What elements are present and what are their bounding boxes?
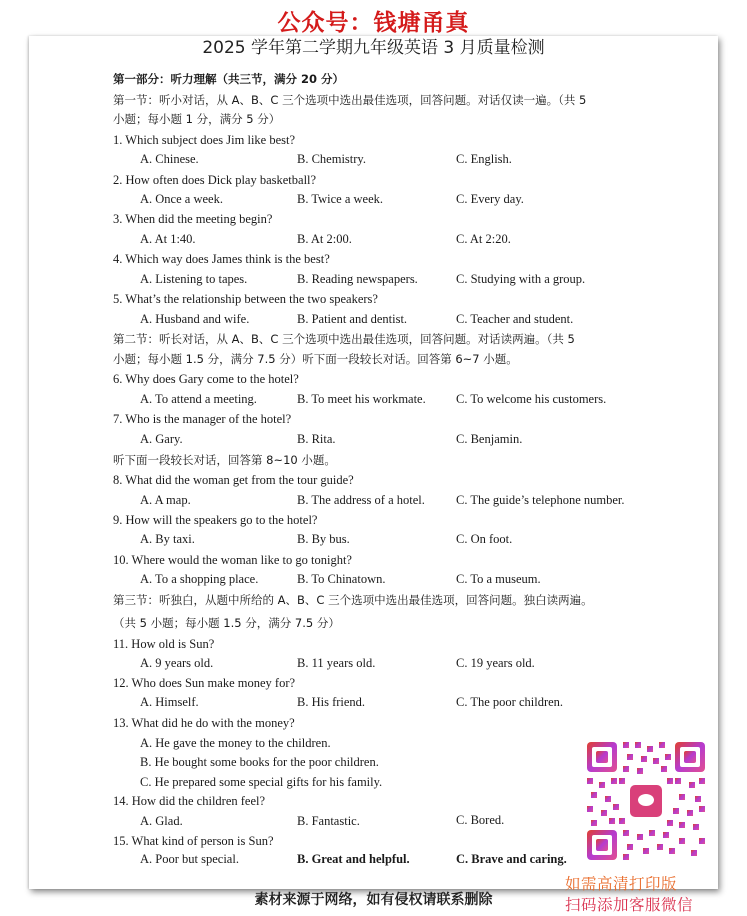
q3-option-a: A. At 1:40. — [140, 232, 196, 246]
section2-instructions-1: 第二节：听长对话，从 A、B、C 三个选项中选出最佳选项，回答问题。对话读两遍。（共 5 — [113, 332, 575, 346]
q7-option-a: A. Gary. — [140, 432, 183, 446]
q2-option-c: C. Every day. — [456, 192, 524, 206]
q15-option-c: C. Brave and caring. — [456, 852, 567, 866]
question-8: 8. What did the woman get from the tour guide? — [113, 473, 354, 487]
q9-option-c: C. On foot. — [456, 532, 513, 546]
q8-option-b: B. The address of a hotel. — [297, 493, 425, 507]
question-13: 13. What did he do with the money? — [113, 716, 295, 730]
q6-option-c: C. To welcome his customers. — [456, 392, 607, 406]
q14-option-b: B. Fantastic. — [297, 814, 360, 828]
wechat-icon — [627, 782, 665, 820]
q9-option-a: A. By taxi. — [140, 532, 195, 546]
q14-option-c: C. Bored. — [456, 813, 505, 827]
q11-option-a: A. 9 years old. — [140, 656, 214, 670]
part1-heading: 第一部分：听力理解（共三节，满分 20 分） — [113, 72, 345, 86]
section1-instructions-2: 小题；每小题 1 分，满分 5 分） — [113, 112, 281, 126]
q13-option-a: A. He gave the money to the children. — [140, 736, 331, 750]
q13-option-c: C. He prepared some special gifts for his family. — [140, 775, 383, 789]
q1-option-c: C. English. — [456, 152, 512, 166]
q3-option-c: C. At 2:20. — [456, 232, 511, 246]
q2-option-a: A. Once a week. — [140, 192, 223, 206]
q6-option-a: A. To attend a meeting. — [140, 392, 257, 406]
question-12: 12. Who does Sun make money for? — [113, 676, 296, 690]
question-1: 1. Which subject does Jim like best? — [113, 133, 296, 147]
watermark-top: 公众号：钱塘甬真 — [277, 10, 470, 36]
q14-option-a: A. Glad. — [140, 814, 183, 828]
q4-option-b: B. Reading newspapers. — [297, 272, 418, 286]
q4-option-a: A. Listening to tapes. — [140, 272, 248, 286]
section3-instructions-2: （共 5 小题；每小题 1.5 分，满分 7.5 分） — [113, 616, 340, 630]
q8-option-a: A. A map. — [140, 493, 191, 507]
footer-disclaimer: 素材来源于网络，如有侵权请联系删除 — [254, 892, 493, 908]
question-14: 14. How did the children feel? — [113, 794, 266, 808]
question-6: 6. Why does Gary come to the hotel? — [113, 372, 299, 386]
q6-option-b: B. To meet his workmate. — [297, 392, 426, 406]
question-7: 7. Who is the manager of the hotel? — [113, 412, 292, 426]
question-3: 3. When did the meeting begin? — [113, 212, 273, 226]
question-5: 5. What’s the relationship between the two speakers? — [113, 292, 378, 306]
question-4: 4. Which way does James think is the best? — [113, 252, 330, 266]
q1-option-b: B. Chemistry. — [297, 152, 366, 166]
section3-instructions-1: 第三节：听独白，从题中所给的 A、B、C 三个选项中选出最佳选项，回答问题。独白读两遍。 — [113, 593, 593, 607]
q8-option-c: C. The guide’s telephone number. — [456, 493, 625, 507]
q10-option-b: B. To Chinatown. — [297, 572, 386, 586]
page-title: 2025 学年第二学期九年级英语 3 月质量检测 — [202, 38, 545, 58]
question-10: 10. Where would the woman like to go tonight? — [113, 553, 352, 567]
q9-option-b: B. By bus. — [297, 532, 350, 546]
q3-option-b: B. At 2:00. — [297, 232, 352, 246]
q4-option-c: C. Studying with a group. — [456, 272, 586, 286]
q10-option-a: A. To a shopping place. — [140, 572, 259, 586]
ad-line-2: 扫码添加客服微信 — [565, 896, 694, 914]
q15-option-a: A. Poor but special. — [140, 852, 239, 866]
q1-option-a: A. Chinese. — [140, 152, 199, 166]
q13-option-b: B. He bought some books for the poor children. — [140, 755, 379, 769]
section2-instructions-3: 听下面一段较长对话，回答第 8~10 小题。 — [113, 453, 336, 467]
q12-option-a: A. Himself. — [140, 695, 199, 709]
q7-option-c: C. Benjamin. — [456, 432, 523, 446]
q15-option-b: B. Great and helpful. — [297, 852, 410, 866]
q11-option-b: B. 11 years old. — [297, 656, 376, 670]
q10-option-c: C. To a museum. — [456, 572, 541, 586]
q5-option-a: A. Husband and wife. — [140, 312, 250, 326]
section1-instructions-1: 第一节：听小对话，从 A、B、C 三个选项中选出最佳选项，回答问题。对话仅读一遍。（共 5 — [113, 93, 587, 107]
q11-option-c: C. 19 years old. — [456, 656, 535, 670]
ad-line-1: 如需高清打印版 — [565, 875, 678, 893]
q12-option-c: C. The poor children. — [456, 695, 564, 709]
qr-code-icon[interactable] — [583, 738, 709, 864]
q5-option-b: B. Patient and dentist. — [297, 312, 408, 326]
q7-option-b: B. Rita. — [297, 432, 336, 446]
question-2: 2. How often does Dick play basketball? — [113, 173, 317, 187]
section2-instructions-2: 小题；每小题 1.5 分，满分 7.5 分）听下面一段较长对话。回答第 6~7 小题。 — [113, 352, 518, 366]
question-9: 9. How will the speakers go to the hotel? — [113, 513, 318, 527]
q12-option-b: B. His friend. — [297, 695, 366, 709]
q2-option-b: B. Twice a week. — [297, 192, 384, 206]
question-15: 15. What kind of person is Sun? — [113, 834, 274, 848]
q5-option-c: C. Teacher and student. — [456, 312, 574, 326]
question-11: 11. How old is Sun? — [113, 637, 215, 651]
